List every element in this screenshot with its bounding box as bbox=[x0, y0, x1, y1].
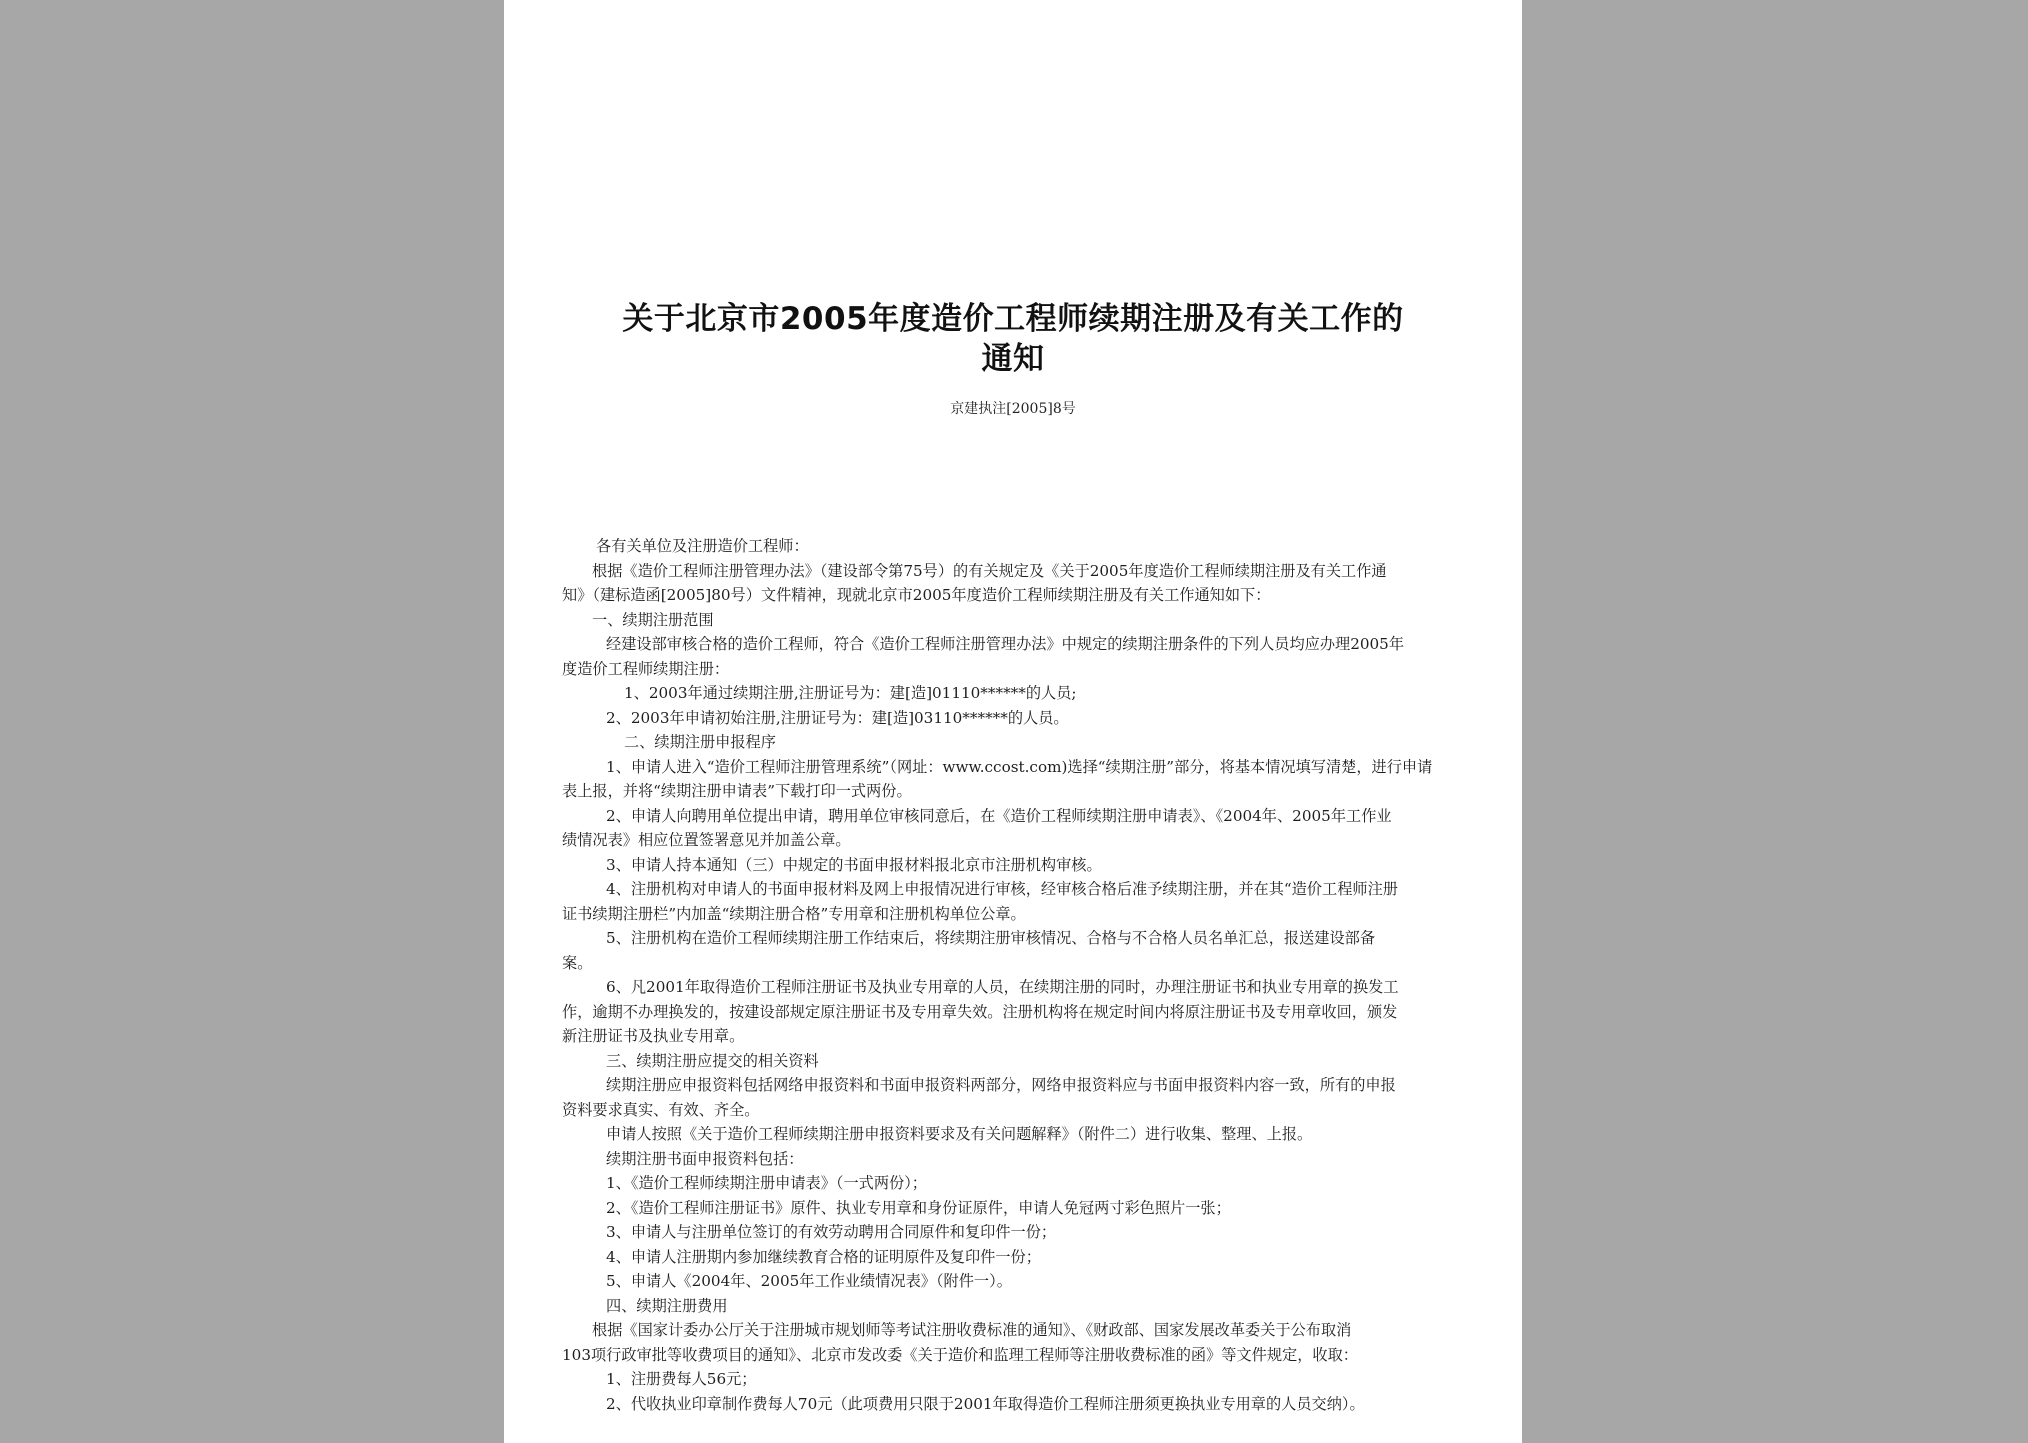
body-line: 4、申请人注册期内参加继续教育合格的证明原件及复印件一份； bbox=[606, 1247, 1041, 1266]
body-line: 二、续期注册申报程序 bbox=[624, 733, 776, 751]
body-line: 案。 bbox=[562, 953, 593, 972]
body-line: 证书续期注册栏”内加盖“续期注册合格”专用章和注册机构单位公章。 bbox=[562, 904, 1026, 923]
body-line: 绩情况表》相应位置签署意见并加盖公章。 bbox=[562, 831, 851, 849]
body-line: 资料要求真实、有效、齐全。 bbox=[562, 1100, 760, 1119]
body-line: 根据《造价工程师注册管理办法》（建设部令第75号）的有关规定及《关于2005年度造价工程师续期注册及有关工作通 bbox=[592, 561, 1387, 580]
body-line: 4、注册机构对申请人的书面申报材料及网上申报情况进行审核，经审核合格后准予续期注册，并在其“造价工程师注册 bbox=[606, 880, 1398, 898]
body-line: 经建设部审核合格的造价工程师，符合《造价工程师注册管理办法》中规定的续期注册条件的下列人员均应办理2005年 bbox=[606, 635, 1405, 653]
document-body bbox=[562, 534, 1472, 1416]
document-title-line2: 通知 bbox=[981, 341, 1045, 377]
body-line: 3、申请人与注册单位签订的有效劳动聘用合同原件和复印件一份； bbox=[606, 1223, 1057, 1241]
body-line: 1、申请人进入“造价工程师注册管理系统”（网址：www.ccost.com)选择“续期注册”部分，将基本情况填写清楚，进行申请 bbox=[606, 757, 1433, 776]
body-line: 2、2003年申请初始注册,注册证号为：建[造]03110******的人员。 bbox=[606, 708, 1069, 727]
body-line: 表上报，并将“续期注册申请表”下载打印一式两份。 bbox=[562, 782, 912, 800]
document-page bbox=[504, 0, 1522, 1443]
body-line: 续期注册书面申报资料包括： bbox=[606, 1149, 804, 1168]
body-line: 各有关单位及注册造价工程师： bbox=[596, 537, 809, 555]
body-line: 新注册证书及执业专用章。 bbox=[562, 1027, 745, 1045]
body-line: 1、《造价工程师续期注册申请表》（一式两份）； bbox=[606, 1174, 927, 1192]
body-line: 作，逾期不办理换发的，按建设部规定原注册证书及专用章失效。注册机构将在规定时间内将原注册证书及专用章收回，颁发 bbox=[562, 1002, 1398, 1021]
body-line: 一、续期注册范围 bbox=[592, 610, 714, 629]
body-line: 根据《国家计委办公厅关于注册城市规划师等考试注册收费标准的通知》、《财政部、国家发展改革委关于公布取消 bbox=[592, 1321, 1352, 1339]
body-line: 申请人按照《关于造价工程师续期注册申报资料要求及有关问题解释》（附件二）进行收集、整理、上报。 bbox=[606, 1125, 1313, 1143]
body-line: 四、续期注册费用 bbox=[606, 1296, 728, 1315]
body-line: 6、凡2001年取得造价工程师注册证书及执业专用章的人员，在续期注册的同时，办理注册证书和执业专用章的换发工 bbox=[606, 978, 1399, 996]
document-number: 京建执注[2005]8号 bbox=[950, 401, 1076, 417]
body-line: 1、注册费每人56元； bbox=[606, 1370, 757, 1388]
body-line: 1、2003年通过续期注册,注册证号为：建[造]01110******的人员; bbox=[624, 684, 1077, 702]
body-line: 2、《造价工程师注册证书》原件、执业专用章和身份证原件，申请人免冠两寸彩色照片一张； bbox=[606, 1198, 1231, 1217]
body-line: 3、申请人持本通知（三）中规定的书面申报材料报北京市注册机构审核。 bbox=[606, 855, 1102, 874]
document-title-line1: 关于北京市2005年度造价工程师续期注册及有关工作的 bbox=[622, 301, 1404, 337]
body-line: 续期注册应申报资料包括网络申报资料和书面申报资料两部分，网络申报资料应与书面申报资料内容一致，所有的申报 bbox=[606, 1076, 1396, 1094]
body-line: 2、申请人向聘用单位提出申请，聘用单位审核同意后，在《造价工程师续期注册申请表》、《2004年、2005年工作业 bbox=[606, 806, 1392, 825]
body-line: 2、代收执业印章制作费每人70元（此项费用只限于2001年取得造价工程师注册须更换执业专用章的人员交纳）。 bbox=[606, 1394, 1365, 1413]
body-line: 5、注册机构在造价工程师续期注册工作结束后，将续期注册审核情况、合格与不合格人员名单汇总，报送建设部备 bbox=[606, 929, 1376, 947]
body-line: 度造价工程师续期注册： bbox=[562, 659, 730, 678]
body-line: 103项行政审批等收费项目的通知》、北京市发改委《关于造价和监理工程师等注册收费标准的函》等文件规定，收取： bbox=[562, 1345, 1358, 1364]
body-line: 三、续期注册应提交的相关资料 bbox=[606, 1051, 819, 1070]
body-line: 5、申请人《2004年、2005年工作业绩情况表》（附件一）。 bbox=[606, 1272, 1012, 1290]
body-line: 知》（建标造函[2005]80号）文件精神，现就北京市2005年度造价工程师续期注册及有关工作通知如下： bbox=[562, 586, 1271, 604]
